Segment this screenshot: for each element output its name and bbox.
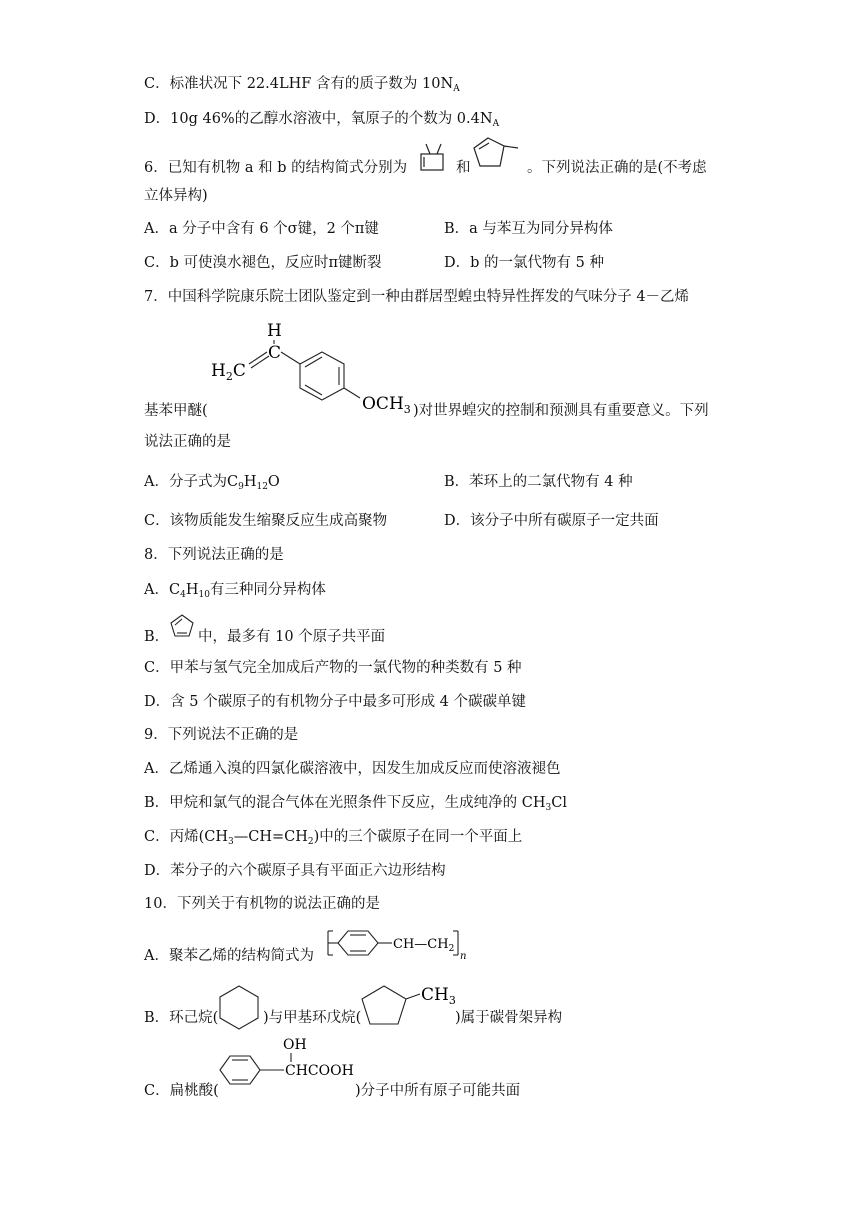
svg-text:CH3: $CH_3$ xyxy=(421,985,456,1007)
q6-option-b: B．a 与苯互为同分异构体 xyxy=(444,221,613,237)
q10-option-b-start: B．环己烷( xyxy=(144,1010,219,1026)
q8-structure-cyclopentadiene xyxy=(168,613,196,639)
svg-text:CHCOOH: CHCOOH xyxy=(285,1063,354,1079)
q9-option-c: C．丙烯$(CH_3—CH=CH_2)$中的三个碳原子在同一个平面上 xyxy=(144,829,523,847)
q7-option-c: C．该物质能发生缩聚反应生成高聚物 xyxy=(144,513,388,529)
q6-stem-and: 和 xyxy=(456,160,471,176)
q6-structure-b xyxy=(470,134,526,176)
q8-option-b-label: B． xyxy=(144,629,170,645)
svg-text:H2C: $H_2C$ xyxy=(211,361,246,383)
q10-stem: 10．下列关于有机物的说法正确的是 xyxy=(144,896,380,912)
q6-stem-line1-end: 。下列说法正确的是(不考虑 xyxy=(527,160,707,176)
svg-text:n: n xyxy=(460,951,467,962)
q10-structure-methylcyclopentane xyxy=(358,982,458,1030)
q7-option-a: A．分子式为$C_9H_{12}O$ xyxy=(144,474,280,492)
q8-option-b: 中，最多有 10 个原子共平面 xyxy=(198,629,386,645)
q6-stem-line1: 6．已知有机物 a 和 b 的结构简式分别为 xyxy=(144,160,408,176)
q8-option-c: C．甲苯与氢气完全加成后产物的一氯代物的种类数有 5 种 xyxy=(144,660,522,676)
q5-option-d: D．10g 46%的乙醇水溶液中，氧原子的个数为 $0.4N_A$ xyxy=(144,111,500,129)
svg-text:H: H xyxy=(267,321,282,341)
q10-option-b-end: )属于碳骨架异构 xyxy=(455,1010,563,1026)
q7-stem-line1: 7．中国科学院康乐院士团队鉴定到一种由群居型蝗虫特异性挥发的气味分子 4－乙烯 xyxy=(144,289,690,305)
q9-stem: 9．下列说法不正确的是 xyxy=(144,727,299,743)
svg-text:OH: OH xyxy=(283,1037,307,1053)
q6-option-c: C．b 可使溴水褪色，反应时π键断裂 xyxy=(144,255,382,271)
q9-option-b: B．甲烷和氯气的混合气体在光照条件下反应，生成纯净的 $CH_3Cl$ xyxy=(144,795,567,813)
q10-structure-mandelic-acid xyxy=(214,1032,359,1098)
q7-stem-line3: 说法正确的是 xyxy=(144,434,231,450)
q8-stem: 8．下列说法正确的是 xyxy=(144,547,284,563)
svg-text:C: C xyxy=(268,343,282,363)
q10-option-b-mid: )与甲基环戊烷( xyxy=(263,1010,362,1026)
q10-structure-polystyrene xyxy=(322,926,472,966)
q10-option-c-end: )分子中所有原子可能共面 xyxy=(355,1083,521,1099)
q9-option-d: D．苯分子的六个碳原子具有平面正六边形结构 xyxy=(144,863,446,879)
q7-structure-4-vinylanisole xyxy=(205,318,420,418)
q10-structure-cyclohexane xyxy=(216,984,262,1030)
q7-option-d: D．该分子中所有碳原子一定共面 xyxy=(444,513,659,529)
q6-stem-line2: 立体异构) xyxy=(144,188,208,204)
q10-option-a: A．聚苯乙烯的结构简式为 xyxy=(144,948,314,964)
svg-text:OCH3: $OCH_3$ xyxy=(362,394,411,416)
q7-option-b: B．苯环上的二氯代物有 4 种 xyxy=(444,474,633,490)
q9-option-a: A．乙烯通入溴的四氯化碳溶液中，因发生加成反应而使溶液褪色 xyxy=(144,761,561,777)
q8-option-a: A．$C_4H_{10}$有三种同分异构体 xyxy=(144,582,326,600)
q10-option-c-start: C．扁桃酸( xyxy=(144,1083,219,1099)
q7-stem-line2-start: 基苯甲醚( xyxy=(144,403,208,419)
svg-text:CH—CH2: $CH—CH_2$ xyxy=(393,937,455,954)
q8-option-d: D．含 5 个碳原子的有机物分子中最多可形成 4 个碳碳单键 xyxy=(144,694,527,710)
q7-stem-line2-end: )对世界蝗灾的控制和预测具有重要意义。下列 xyxy=(413,403,709,419)
q6-option-a: A．a 分子中含有 6 个σ键，2 个π键 xyxy=(144,221,379,237)
q6-structure-a xyxy=(418,140,448,174)
q6-option-d: D．b 的一氯代物有 5 种 xyxy=(444,255,604,271)
q5-option-c: C．标准状况下 22.4LHF 含有的质子数为 $10N_A$ xyxy=(144,76,460,94)
